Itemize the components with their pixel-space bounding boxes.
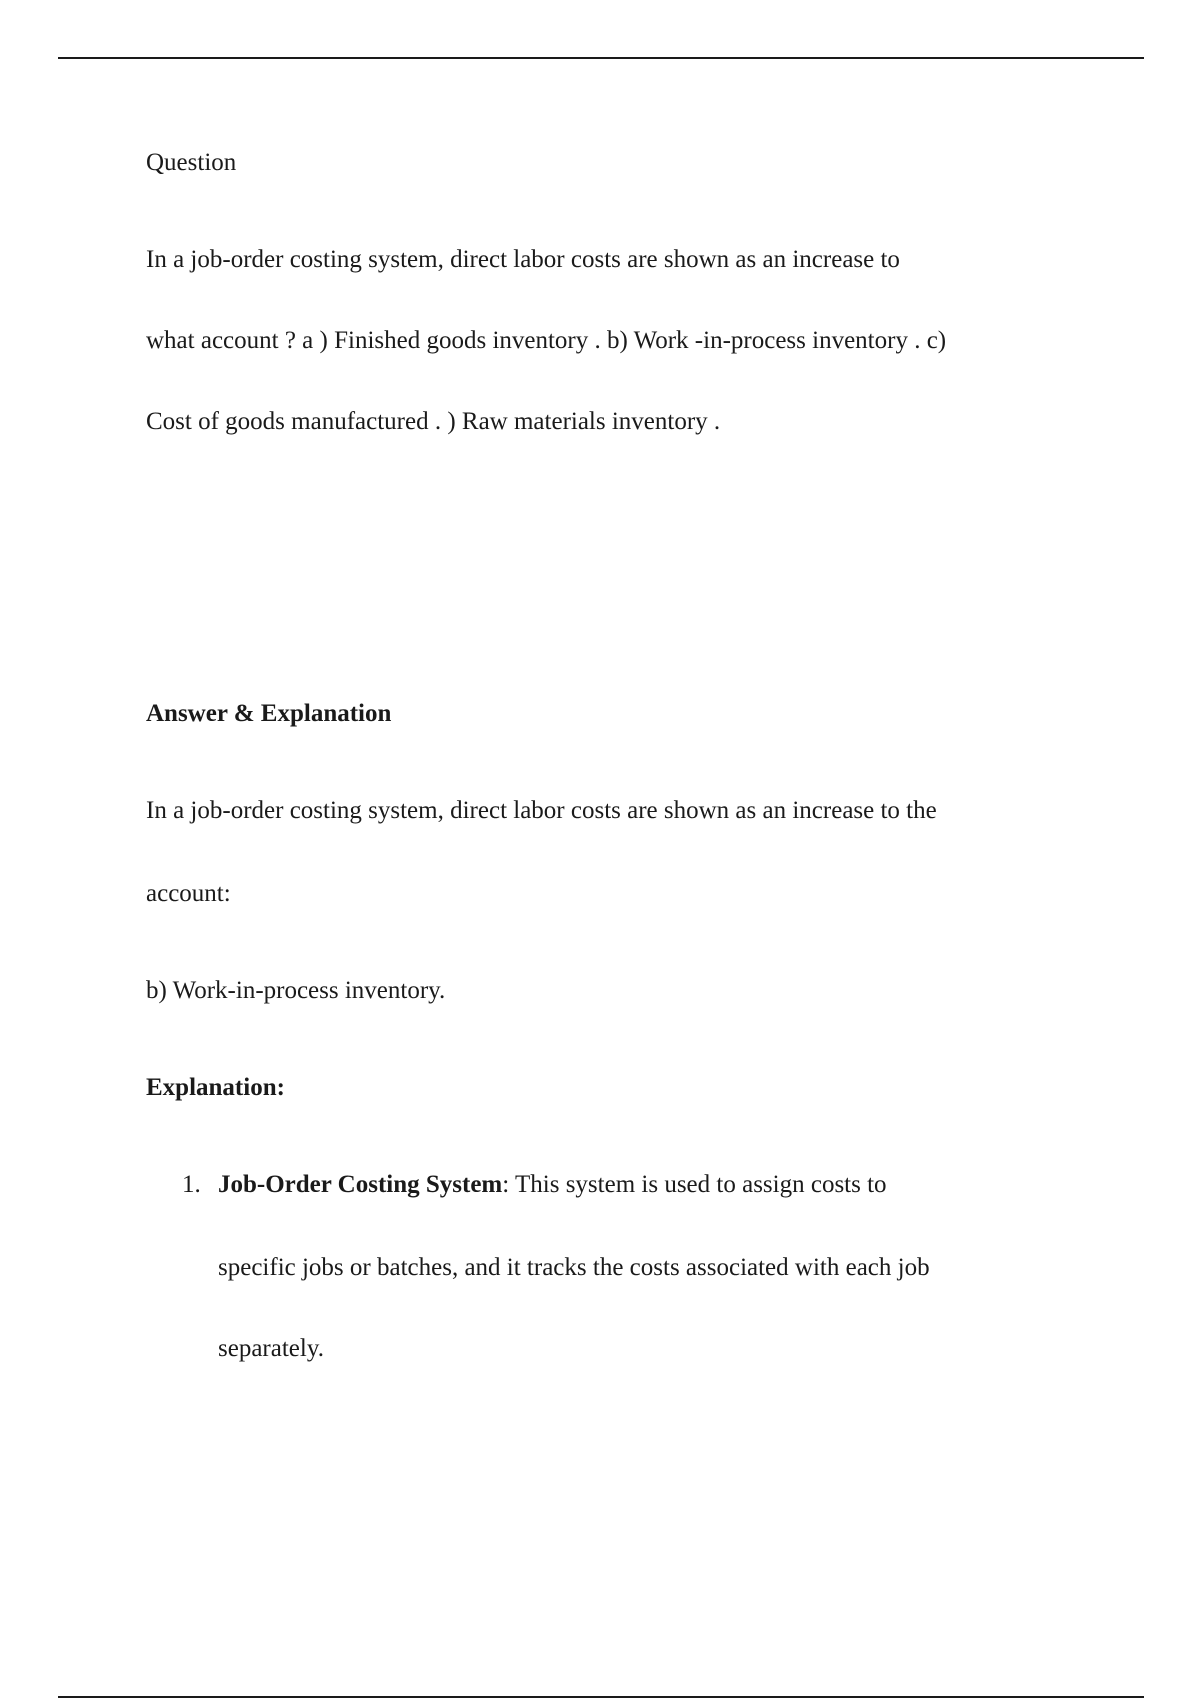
list-item-line-3: separately. (218, 1335, 324, 1362)
bottom-rule (58, 1696, 1144, 1698)
question-heading: Question (146, 149, 237, 176)
answer-line: b) Work-in-process inventory. (146, 977, 446, 1004)
answer-intro-line-1: In a job-order costing system, direct labor costs are shown as an increase to the (146, 797, 937, 824)
list-item-line-2: specific jobs or batches, and it tracks the costs associated with each job (218, 1254, 930, 1281)
top-rule (58, 57, 1144, 59)
explanation-heading: Explanation: (146, 1074, 285, 1101)
question-line-3: Cost of goods manufactured . ) Raw materials inventory . (146, 408, 721, 435)
answer-heading: Answer & Explanation (146, 700, 392, 727)
question-line-1: In a job-order costing system, direct labor costs are shown as an increase to (146, 246, 900, 273)
list-item-text: : This system is used to assign costs to (502, 1171, 887, 1198)
list-item-title: Job-Order Costing System (218, 1171, 503, 1198)
list-item-number: 1. (182, 1171, 201, 1198)
list-item-line-1 (218, 1170, 887, 1200)
question-line-2: what account ? a ) Finished goods inventory . b) Work -in-process inventory . c) (146, 327, 947, 354)
answer-intro-line-2: account: (146, 880, 231, 907)
